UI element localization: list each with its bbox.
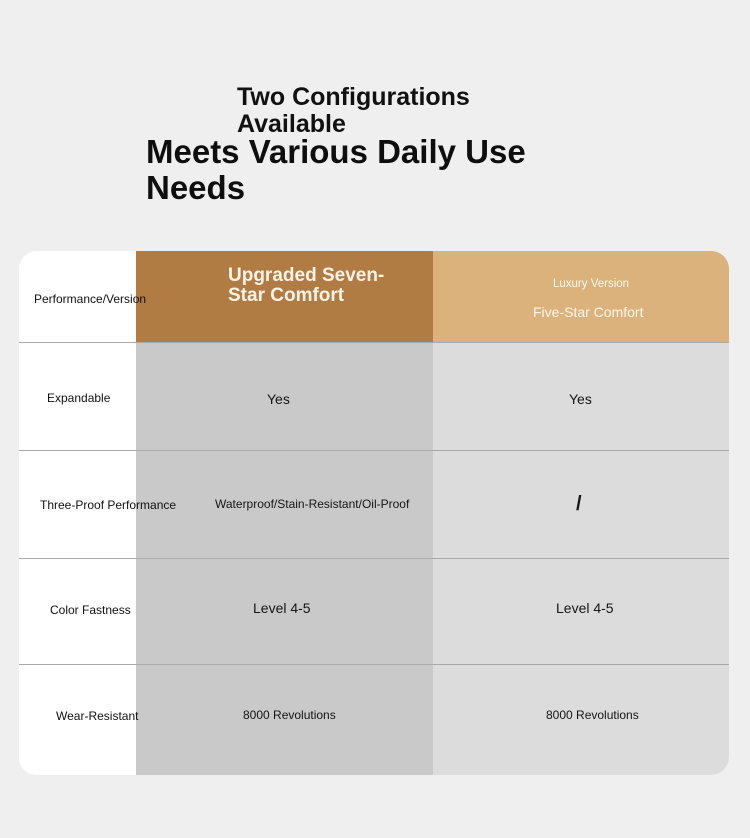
upgraded-wear-resistant-value: 8000 Revolutions [243,708,336,722]
configurations-subtitle: Two Configurations Available [237,83,470,138]
row-label-three-proof: Three-Proof Performance [40,498,177,512]
luxury-expandable-value: Yes [569,391,592,407]
row-divider [19,342,729,343]
row-divider [19,450,729,451]
upgraded-expandable-value: Yes [267,391,290,407]
luxury-three-proof-value: / [576,493,582,515]
row-label-expandable: Expandable [47,391,111,405]
luxury-header [433,251,729,343]
header-label: Performance/Version [34,292,147,306]
row-divider [19,558,729,559]
label-column [19,251,139,775]
upgraded-three-proof-value: Waterproof/Stain-Resistant/Oil-Proof [215,497,410,511]
luxury-version-title: Five-Star Comfort [533,304,644,320]
upgraded-version-title: Upgraded Seven-Star Comfort [228,265,385,306]
upgraded-color-fastness-value: Level 4-5 [253,600,311,616]
luxury-wear-resistant-value: 8000 Revolutions [546,708,639,722]
row-divider [19,664,729,665]
row-label-wear-resistant: Wear-Resistant [56,709,139,723]
luxury-color-fastness-value: Level 4-5 [556,600,614,616]
page-title: Meets Various Daily Use Needs [146,133,526,206]
comparison-table [19,251,729,775]
row-label-color-fastness: Color Fastness [50,603,131,617]
luxury-version-label: Luxury Version [553,278,630,290]
